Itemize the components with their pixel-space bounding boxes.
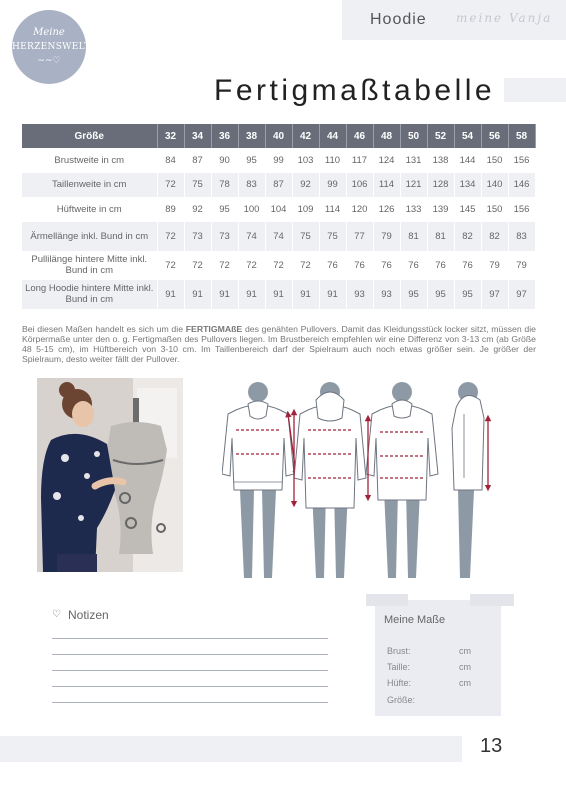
size-header-cell: 56 <box>481 124 508 148</box>
heart-icon: ♡ <box>52 609 61 620</box>
table-cell: 87 <box>184 148 211 173</box>
measure-unit-waist: cm <box>459 662 471 672</box>
table-cell: 77 <box>346 222 373 251</box>
logo-heart: ~~♡ <box>37 56 61 66</box>
brand-logo <box>12 10 91 84</box>
table-cell: 87 <box>265 173 292 198</box>
table-cell: 128 <box>427 173 454 198</box>
info-paragraph <box>22 324 536 364</box>
table-cell: 91 <box>292 280 319 309</box>
table-cell: 120 <box>346 197 373 222</box>
table-body <box>22 148 535 309</box>
size-header-cell: 54 <box>454 124 481 148</box>
size-header-cell: 44 <box>319 124 346 148</box>
size-header-cell: 52 <box>427 124 454 148</box>
measure-label-hip: Hüfte: <box>387 678 412 688</box>
table-cell: 95 <box>211 197 238 222</box>
note-line[interactable] <box>52 686 328 687</box>
table-cell: 72 <box>157 173 184 198</box>
table-cell: 83 <box>508 222 535 251</box>
size-header-cell: 42 <box>292 124 319 148</box>
info-text-emphasis: FERTIGMAßE <box>185 324 243 334</box>
table-cell: 156 <box>508 197 535 222</box>
logo-line-1: Meine <box>33 27 65 38</box>
table-cell: 93 <box>373 280 400 309</box>
table-cell: 144 <box>454 148 481 173</box>
table-cell: 74 <box>265 222 292 251</box>
figures-svg <box>222 378 512 588</box>
measure-label-waist: Taille: <box>387 662 411 672</box>
table-cell: 126 <box>373 197 400 222</box>
table-cell: 121 <box>400 173 427 198</box>
table-cell: 145 <box>454 197 481 222</box>
figure-chest-waist <box>222 382 296 578</box>
table-cell: 93 <box>346 280 373 309</box>
tape-strip-left <box>366 594 408 606</box>
table-cell: 75 <box>292 222 319 251</box>
note-line[interactable] <box>52 702 328 703</box>
table-cell: 106 <box>346 173 373 198</box>
table-cell: 75 <box>319 222 346 251</box>
table-cell: 76 <box>400 251 427 280</box>
table-cell: 99 <box>265 148 292 173</box>
table-cell: 114 <box>373 173 400 198</box>
table-cell: 75 <box>184 173 211 198</box>
table-cell: 95 <box>400 280 427 309</box>
note-line[interactable] <box>52 654 328 655</box>
table-cell: 114 <box>319 197 346 222</box>
table-cell: 79 <box>481 251 508 280</box>
table-cell: 133 <box>400 197 427 222</box>
table-cell: 72 <box>157 222 184 251</box>
size-header-cell: 36 <box>211 124 238 148</box>
page-title: Fertigmaßtabelle <box>214 74 496 107</box>
table-cell: 73 <box>184 222 211 251</box>
table-cell: 74 <box>238 222 265 251</box>
table-cell: 134 <box>454 173 481 198</box>
row-label: Long Hoodie hintere Mitte inkl. Bund in cm <box>22 280 157 309</box>
table-header-size: Größe <box>22 124 157 148</box>
page-number: 13 <box>480 735 503 757</box>
table-cell: 150 <box>481 197 508 222</box>
my-measures-title: Meine Maße <box>384 614 446 626</box>
table-cell: 79 <box>508 251 535 280</box>
measure-label-size: Größe: <box>387 695 416 705</box>
table-cell: 73 <box>211 222 238 251</box>
table-cell: 72 <box>265 251 292 280</box>
table-cell: 140 <box>481 173 508 198</box>
row-label: Taillenweite in cm <box>22 173 157 198</box>
measure-unit-hip: cm <box>459 678 471 688</box>
figure-side-length <box>452 382 488 578</box>
table-cell: 84 <box>157 148 184 173</box>
size-header-cell: 48 <box>373 124 400 148</box>
row-label: Hüftweite in cm <box>22 197 157 222</box>
table-cell: 91 <box>238 280 265 309</box>
pattern-brand: meine Vanja <box>456 11 553 25</box>
footer-band <box>0 736 462 762</box>
note-line[interactable] <box>52 670 328 671</box>
table-cell: 97 <box>508 280 535 309</box>
pattern-name: Hoodie <box>370 11 427 28</box>
size-header-cell: 38 <box>238 124 265 148</box>
table-cell: 76 <box>454 251 481 280</box>
size-table <box>22 124 536 309</box>
table-cell: 124 <box>373 148 400 173</box>
table-cell: 79 <box>373 222 400 251</box>
table-cell: 150 <box>481 148 508 173</box>
sewing-photo <box>37 378 183 572</box>
row-label: Brustweite in cm <box>22 148 157 173</box>
table-cell: 76 <box>319 251 346 280</box>
table-cell: 139 <box>427 197 454 222</box>
table-cell: 95 <box>454 280 481 309</box>
table-cell: 78 <box>211 173 238 198</box>
figure-hip <box>366 382 438 578</box>
table-cell: 95 <box>238 148 265 173</box>
table-cell: 91 <box>184 280 211 309</box>
notes-heading: Notizen <box>68 608 109 622</box>
table-row <box>22 197 535 222</box>
row-label: Ärmellänge inkl. Bund in cm <box>22 222 157 251</box>
table-row <box>22 148 535 173</box>
table-cell: 103 <box>292 148 319 173</box>
figure-long-hoodie <box>294 382 366 578</box>
table-cell: 81 <box>427 222 454 251</box>
table-cell: 109 <box>292 197 319 222</box>
table-cell: 72 <box>292 251 319 280</box>
tape-strip-right <box>470 594 514 606</box>
table-cell: 72 <box>238 251 265 280</box>
table-cell: 90 <box>211 148 238 173</box>
table-cell: 83 <box>238 173 265 198</box>
table-row <box>22 280 535 309</box>
table-cell: 156 <box>508 148 535 173</box>
table-cell: 72 <box>157 251 184 280</box>
table-cell: 91 <box>319 280 346 309</box>
measure-label-chest: Brust: <box>387 646 411 656</box>
table-cell: 91 <box>157 280 184 309</box>
table-cell: 91 <box>211 280 238 309</box>
table-cell: 76 <box>373 251 400 280</box>
row-label: Pullilänge hintere Mitte inkl. Bund in cm <box>22 251 157 280</box>
table-cell: 76 <box>346 251 373 280</box>
table-cell: 82 <box>454 222 481 251</box>
table-cell: 95 <box>427 280 454 309</box>
table-cell: 81 <box>400 222 427 251</box>
table-cell: 76 <box>427 251 454 280</box>
table-cell: 82 <box>481 222 508 251</box>
table-cell: 72 <box>184 251 211 280</box>
table-cell: 117 <box>346 148 373 173</box>
table-cell: 92 <box>184 197 211 222</box>
table-row <box>22 173 535 198</box>
measurement-figures <box>222 378 512 588</box>
size-header-cell: 50 <box>400 124 427 148</box>
table-cell: 110 <box>319 148 346 173</box>
size-header-cell: 58 <box>508 124 535 148</box>
table-row <box>22 251 535 280</box>
table-cell: 91 <box>265 280 292 309</box>
logo-line-2: HERZENSWELT <box>12 42 91 52</box>
table-cell: 72 <box>211 251 238 280</box>
table-cell: 97 <box>481 280 508 309</box>
size-header-cell: 32 <box>157 124 184 148</box>
table-cell: 100 <box>238 197 265 222</box>
table-cell: 131 <box>400 148 427 173</box>
info-text-part-1: Bei diesen Maßen handelt es sich um die <box>22 324 186 334</box>
table-cell: 146 <box>508 173 535 198</box>
info-text-part-2: des genähten Pullovers. Damit das Kleidungsstück locker sitzt, müssen die Körpermaße unter den o. g. Fertigmaßen des Pullovers liegen. Im Brustbereich empfehlen wir eine Differenz von 3-13 cm (ab Größe 48 5-15 cm), im Hüftbereich von 3-10 cm. Im Taillenbereich darf der Spielraum auch noch etwas größer sein. Je größer der Spielraum, desto weiter fällt der Pullover. <box>22 324 536 364</box>
note-line[interactable] <box>52 638 328 639</box>
table-header-row <box>22 124 535 148</box>
table-cell: 92 <box>292 173 319 198</box>
table-cell: 104 <box>265 197 292 222</box>
size-header-cell: 34 <box>184 124 211 148</box>
size-header-cell: 46 <box>346 124 373 148</box>
table-row <box>22 222 535 251</box>
title-accent-bar <box>504 78 566 102</box>
table-cell: 89 <box>157 197 184 222</box>
size-header-cell: 40 <box>265 124 292 148</box>
measure-unit-chest: cm <box>459 646 471 656</box>
table-cell: 99 <box>319 173 346 198</box>
table-cell: 138 <box>427 148 454 173</box>
